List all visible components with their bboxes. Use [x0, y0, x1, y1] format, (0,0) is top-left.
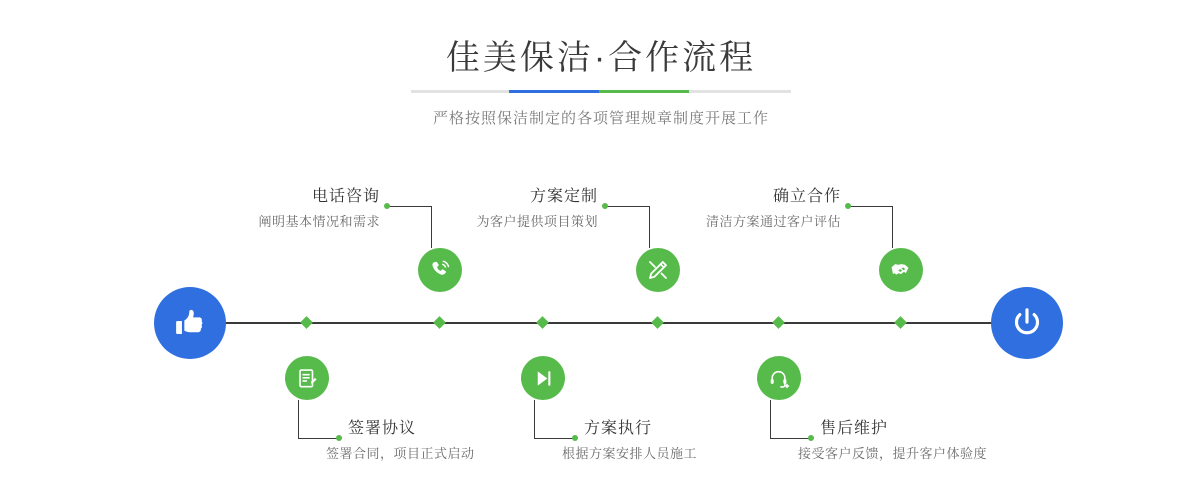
axis-marker-4: [536, 316, 549, 329]
step-desc-wrap-4: [562, 442, 697, 464]
step-dot-2: [336, 435, 342, 441]
step-title-3: 方案定制: [529, 188, 598, 205]
step-connector-5-horizontal: [850, 206, 893, 207]
timeline-start-icon: [154, 287, 226, 359]
step-desc-wrap-5: [641, 210, 841, 232]
step-desc-2: 签署合同，项目正式启动: [326, 446, 475, 461]
axis-marker-5: [894, 316, 907, 329]
process-timeline: [0, 160, 1202, 502]
step-label-5: [711, 186, 841, 208]
headset-add-icon: [768, 367, 791, 390]
step-dot-1: [384, 203, 390, 209]
step-node-1[interactable]: [418, 248, 462, 292]
page-subtitle: 严格按照保洁制定的各项管理规章制度开展工作: [432, 110, 769, 127]
step-node-4[interactable]: [521, 356, 565, 400]
step-node-2[interactable]: [285, 356, 329, 400]
step-dot-4: [572, 435, 578, 441]
step-desc-3: 为客户提供项目策划: [476, 214, 598, 229]
step-title-2: 签署协议: [348, 420, 417, 437]
step-desc-wrap-6: [798, 442, 987, 464]
step-desc-wrap-3: [398, 210, 598, 232]
divider-segment-blue: [509, 90, 599, 93]
step-title-1: 电话咨询: [311, 188, 380, 205]
page-header: [0, 0, 1202, 128]
timeline-end-icon: [991, 287, 1063, 359]
step-desc-wrap-1: [180, 210, 380, 232]
step-node-5[interactable]: [879, 248, 923, 292]
axis-marker-1: [433, 316, 446, 329]
step-connector-1-horizontal: [389, 206, 432, 207]
step-connector-4-vertical: [534, 400, 535, 438]
step-connector-4-horizontal: [534, 438, 574, 439]
step-desc-5: 清洁方案通过客户评估: [705, 214, 841, 229]
step-connector-2-vertical: [298, 400, 299, 438]
step-connector-3-horizontal: [607, 206, 650, 207]
step-dot-5: [845, 203, 851, 209]
axis-marker-2: [300, 316, 313, 329]
title-divider: [411, 90, 791, 93]
step-title-4: 方案执行: [584, 420, 653, 437]
step-desc-wrap-2: [326, 442, 475, 464]
step-dot-6: [808, 435, 814, 441]
step-dot-3: [602, 203, 608, 209]
handshake-icon: [889, 258, 913, 282]
pen-ruler-icon: [646, 258, 670, 282]
divider-segment-green: [599, 90, 689, 93]
step-title-6: 售后维护: [820, 420, 889, 437]
step-desc-1: 阐明基本情况和需求: [258, 214, 380, 229]
phone-ring-icon: [428, 258, 452, 282]
step-desc-6: 接受客户反馈，提升客户体验度: [798, 446, 988, 461]
step-label-4: [584, 418, 652, 440]
step-label-6: [820, 418, 888, 440]
page-title: 佳美保洁·合作流程: [445, 39, 757, 77]
step-connector-5-vertical: [892, 206, 893, 248]
power-icon: [1009, 305, 1045, 341]
step-desc-4: 根据方案安排人员施工: [562, 446, 698, 461]
step-label-2: [348, 418, 416, 440]
step-title-5: 确立合作: [772, 188, 841, 205]
step-connector-6-horizontal: [770, 438, 810, 439]
thumbs-up-icon: [173, 306, 207, 340]
document-edit-icon: [296, 367, 319, 390]
step-node-6[interactable]: [757, 356, 801, 400]
step-node-3[interactable]: [636, 248, 680, 292]
axis-marker-6: [772, 316, 785, 329]
step-connector-2-horizontal: [298, 438, 338, 439]
step-label-1: [250, 186, 380, 208]
axis-marker-3: [651, 316, 664, 329]
step-connector-6-vertical: [770, 400, 771, 438]
step-label-3: [468, 186, 598, 208]
play-next-icon: [532, 367, 555, 390]
